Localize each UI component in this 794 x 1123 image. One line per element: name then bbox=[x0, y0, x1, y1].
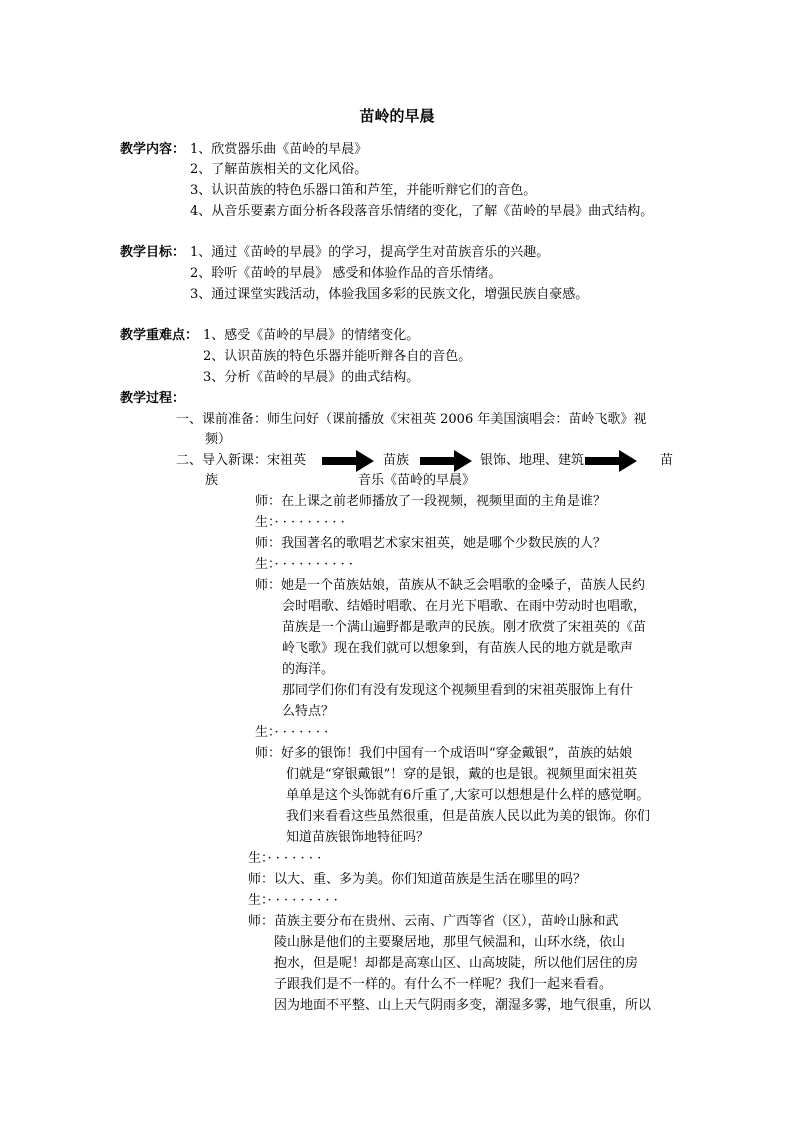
step-2-line-2b: 音乐《苗岭的早晨》 bbox=[358, 473, 476, 488]
dialogue-line: 知道苗族银饰地特征吗？ bbox=[286, 830, 430, 845]
dialogue-line: 会时唱歌、结婚时唱歌、在月光下唱歌、在雨中劳动时也唱歌， bbox=[282, 599, 647, 614]
dialogue-line: 们就是“穿银戴银”！穿的是银，戴的也是银。视频里面宋祖英 bbox=[286, 767, 638, 782]
dialogue-line: 么特点？ bbox=[282, 704, 335, 719]
dialogue-line: 师：以大、重、多为美。你们知道苗族是生活在哪里的吗？ bbox=[248, 872, 587, 887]
chain-item-miao: 苗族 bbox=[383, 453, 410, 468]
dialogue-line: 那同学们你们有没有发现这个视频里看到的宋祖英服饰上有什 bbox=[282, 683, 634, 698]
arrow-right-icon bbox=[420, 450, 472, 472]
section-label-objectives: 教学目标： bbox=[120, 245, 186, 260]
dialogue-line: 师：苗族主要分布在贵州、云南、广西等省（区），苗岭山脉和武 bbox=[248, 914, 619, 929]
dialogue-line: 子跟我们是不一样的。有什么不一样呢？我们一起来看看。 bbox=[274, 977, 613, 992]
step-1-line-1: 一、课前准备：师生问好（课前播放《宋祖英 2006 年美国演唱会：苗岭飞歌》视 bbox=[176, 412, 647, 427]
step-2-line-2a: 族 bbox=[205, 473, 219, 488]
chain-item-culture: 银饰、地理、建筑 bbox=[480, 453, 585, 468]
dialogue-line: 生：· · · · · · · · · · bbox=[255, 557, 354, 572]
chain-item-miao-music: 苗 bbox=[660, 453, 674, 468]
dialogue-line: 陵山脉是他们的主要聚居地，那里气候温和，山环水绕，依山 bbox=[274, 935, 626, 950]
dialogue-line: 师：她是一个苗族姑娘，苗族从不缺乏会唱歌的金嗓子，苗族人民约 bbox=[255, 578, 646, 593]
section-label-content: 教学内容： bbox=[120, 142, 186, 157]
objective-item-1: 1、通过《苗岭的早晨》的学习，提高学生对苗族音乐的兴趣。 bbox=[190, 245, 550, 260]
dialogue-line: 生：· · · · · · · · · bbox=[255, 515, 345, 530]
dialogue-line: 单单是这个头饰就有6斤重了,大家可以想想是什么样的感觉啊。 bbox=[286, 788, 650, 803]
dialogue-line: 苗族是一个满山遍野都是歌声的民族。刚才欣赏了宋祖英的《苗 bbox=[282, 620, 647, 635]
step-2-prefix: 二、导入新课：宋祖英 bbox=[176, 453, 307, 468]
keypoint-item-1: 1、感受《苗岭的早晨》的情绪变化。 bbox=[203, 328, 420, 343]
content-item-2: 2、了解苗族相关的文化风俗。 bbox=[190, 162, 368, 177]
keypoint-item-2: 2、认识苗族的特色乐器并能听辩各自的音色。 bbox=[203, 349, 472, 364]
dialogue-line: 抱水，但是呢！却都是高寒山区、山高坡陡，所以他们居住的房 bbox=[274, 956, 639, 971]
content-item-3: 3、认识苗族的特色乐器口笛和芦笙，并能听辩它们的音色。 bbox=[190, 183, 537, 198]
arrow-right-icon bbox=[585, 450, 637, 472]
dialogue-line: 师：我国著名的歌唱艺术家宋祖英，她是哪个少数民族的人？ bbox=[255, 536, 607, 551]
content-item-4: 4、从音乐要素方面分析各段落音乐情绪的变化，了解《苗岭的早晨》曲式结构。 bbox=[190, 204, 654, 219]
objective-item-2: 2、聆听《苗岭的早晨》 感受和体验作品的音乐情绪。 bbox=[190, 266, 502, 281]
dialogue-line: 生：· · · · · · · · · bbox=[248, 893, 338, 908]
dialogue-line: 岭飞歌》现在我们就可以想象到，有苗族人民的地方就是歌声 bbox=[282, 641, 634, 656]
dialogue-line: 因为地面不平整、山上天气阴雨多变，潮湿多雾，地气很重，所以 bbox=[274, 998, 652, 1013]
dialogue-line: 我们来看看这些虽然很重，但是苗族人民以此为美的银饰。你们 bbox=[286, 809, 651, 824]
dialogue-line: 生：· · · · · · · bbox=[255, 725, 329, 740]
dialogue-line: 师：好多的银饰！我们中国有一个成语叫“穿金戴银”，苗族的姑娘 bbox=[255, 746, 633, 761]
section-label-keypoints: 教学重难点： bbox=[120, 328, 199, 343]
page-title: 苗岭的早晨 bbox=[359, 107, 435, 125]
dialogue-line: 师：在上课之前老师播放了一段视频，视频里面的主角是谁？ bbox=[255, 494, 607, 509]
dialogue-line: 生：· · · · · · · bbox=[248, 851, 322, 866]
arrow-right-icon bbox=[322, 450, 374, 472]
keypoint-item-3: 3、分析《苗岭的早晨》的曲式结构。 bbox=[203, 370, 420, 385]
dialogue-line: 的海洋。 bbox=[282, 662, 335, 677]
content-item-1: 1、欣赏器乐曲《苗岭的早晨》 bbox=[190, 142, 368, 157]
objective-item-3: 3、通过课堂实践活动，体验我国多彩的民族文化，增强民族自豪感。 bbox=[190, 287, 589, 302]
step-1-line-2: 频） bbox=[205, 432, 232, 447]
section-label-process: 教学过程： bbox=[120, 391, 186, 406]
